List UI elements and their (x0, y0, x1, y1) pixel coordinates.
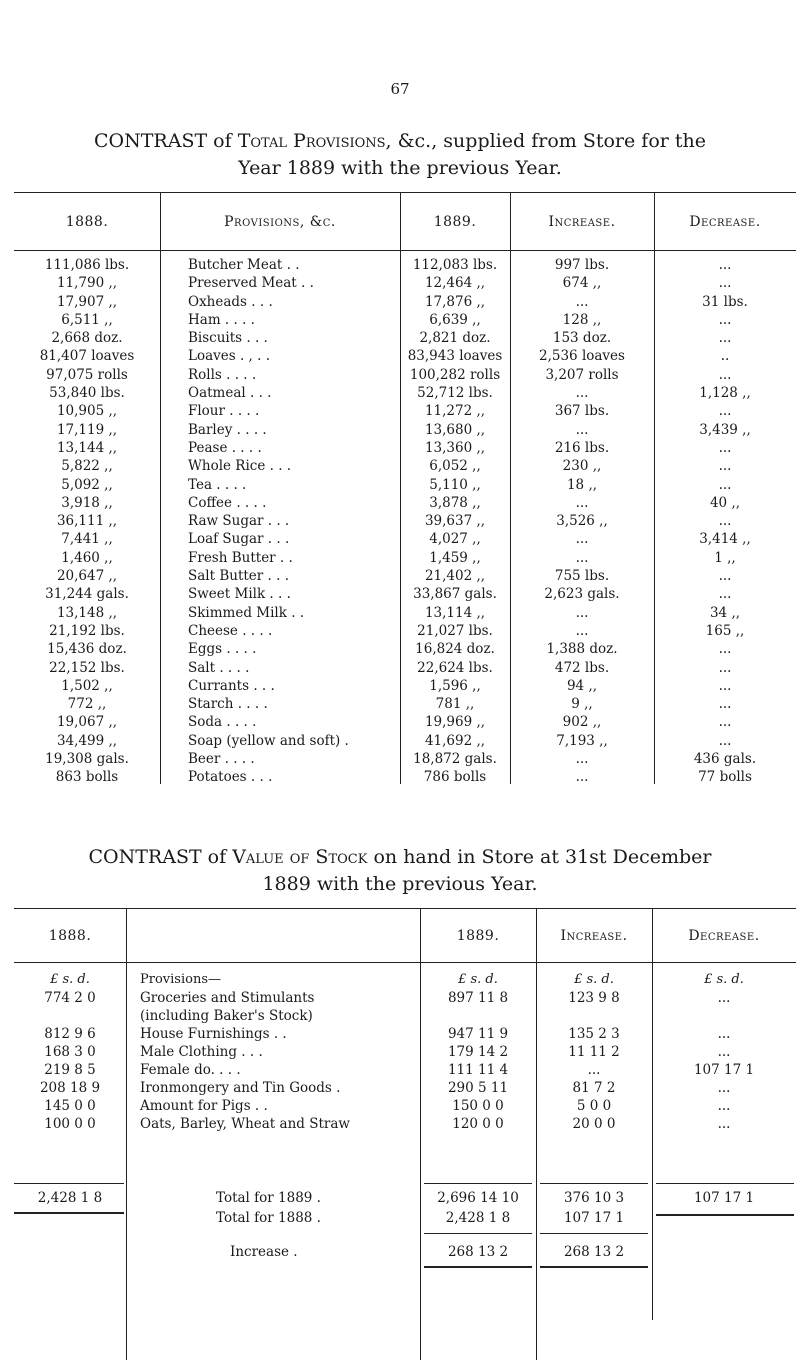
table1-cell-qty-1888: 13,144 ,, (56, 439, 118, 456)
table1-row (14, 293, 796, 311)
table1-row (14, 476, 796, 494)
table1-cell-decrease: ... (718, 275, 732, 292)
table2-cell-increase: 20 0 0 (572, 1116, 616, 1132)
table1-cell-increase: ... (575, 531, 589, 548)
table2-row (14, 1025, 796, 1043)
table1-cell-increase: ... (575, 494, 589, 511)
table1-cell-item: Skimmed Milk . . (188, 604, 305, 621)
table2-total-rule (424, 1183, 532, 1184)
table1-cell-qty-1888: 53,840 lbs. (49, 385, 125, 402)
table1-cell-increase: 7,193 ,, (556, 732, 608, 749)
table2-cell-value-1888: 168 3 0 (44, 1044, 96, 1060)
table2-cell-item: (including Baker's Stock) (140, 1008, 313, 1024)
table1-cell-item: Preserved Meat . . (188, 275, 314, 292)
table2-cell-value-1888: 774 2 0 (44, 990, 96, 1006)
table1-cell-increase: ... (575, 751, 589, 768)
table1-row (14, 567, 796, 585)
table1-cell-qty-1888: 17,119 ,, (56, 421, 118, 438)
table1-cell-increase: ... (575, 769, 589, 786)
table1-cell-decrease: 77 bolls (698, 769, 752, 786)
table1-cell-decrease: ... (718, 732, 732, 749)
table1-cell-qty-1888: 31,244 gals. (45, 586, 129, 603)
table2-double-rule (540, 1266, 648, 1268)
table1-cell-item: Salt Butter . . . (188, 568, 289, 585)
table1-cell-qty-1889: 21,402 ,, (424, 568, 486, 585)
table1-body (14, 256, 796, 787)
table1-cell-increase: ... (575, 622, 589, 639)
table1-cell-decrease: ... (718, 439, 732, 456)
table2-cell-decrease: ... (717, 1116, 731, 1132)
table1-cell-qty-1888: 21,192 lbs. (49, 622, 125, 639)
table1-cell-qty-1888: 6,511 ,, (61, 311, 113, 328)
table1-row (14, 695, 796, 713)
table2-cell-increase: 5 0 0 (576, 1098, 612, 1114)
table1-cell-item: Eggs . . . . (188, 641, 257, 658)
table1-cell-qty-1889: 19,969 ,, (424, 714, 486, 731)
currency-increase: £ s. d. (574, 972, 614, 987)
table1-cell-qty-1889: 1,596 ,, (429, 677, 481, 694)
table1-cell-decrease: ... (718, 568, 732, 585)
table1-row (14, 402, 796, 420)
table1-header-provisions: Provisions, &c. (224, 214, 336, 230)
provisions-label: Provisions— (140, 972, 221, 987)
table1-cell-item: Oxheads . . . (188, 293, 273, 310)
table1-row (14, 750, 796, 768)
table1-cell-item: Loaves . , . . (188, 348, 271, 365)
table1-row (14, 439, 796, 457)
table2-currency-row (14, 971, 796, 989)
table2-title-line2: 1889 with the previous Year. (262, 873, 538, 895)
table1-cell-qty-1889: 39,637 ,, (424, 513, 486, 530)
table1-cell-qty-1889: 3,878 ,, (429, 494, 481, 511)
table1-cell-item: Currants . . . (188, 677, 275, 694)
table1-cell-increase: 472 lbs. (554, 659, 610, 676)
table1-cell-decrease: 34 ,, (709, 604, 741, 621)
table2-cell-decrease: ... (717, 990, 731, 1006)
table1-row (14, 549, 796, 567)
table2-row (14, 1061, 796, 1079)
total-1889-increase: 376 10 3 (563, 1190, 625, 1206)
table1-cell-qty-1889: 16,824 doz. (415, 641, 495, 658)
table1-cell-item: Tea . . . . (188, 476, 247, 493)
table1-cell-increase: 755 lbs. (554, 568, 610, 585)
table1-cell-decrease: 3,439 ,, (699, 421, 751, 438)
table1-cell-item: Fresh Butter . . (188, 549, 293, 566)
table1-cell-item: Salt . . . . (188, 659, 250, 676)
table1-row (14, 677, 796, 695)
table1-cell-item: Soap (yellow and soft) . (188, 732, 349, 749)
table2-increase-rule (540, 1233, 648, 1234)
table1-cell-qty-1889: 1,459 ,, (429, 549, 481, 566)
table1-cell-qty-1889: 2,821 doz. (419, 330, 491, 347)
table1-cell-qty-1888: 2,668 doz. (51, 330, 123, 347)
table1-cell-increase: 230 ,, (562, 458, 602, 475)
table1-cell-decrease: ... (718, 458, 732, 475)
table2-cell-increase: 11 11 2 (568, 1044, 620, 1060)
table1-cell-decrease: ... (718, 659, 732, 676)
table1-cell-item: Loaf Sugar . . . (188, 531, 290, 548)
table1-cell-qty-1889: 52,712 lbs. (417, 385, 493, 402)
table1-cell-qty-1889: 18,872 gals. (413, 751, 497, 768)
table1-cell-increase: ... (575, 604, 589, 621)
table1-row (14, 329, 796, 347)
table1-cell-item: Pease . . . . (188, 439, 262, 456)
table1-cell-increase: 3,526 ,, (556, 513, 608, 530)
table2-cell-value-1888: 145 0 0 (44, 1098, 96, 1114)
table1-row (14, 421, 796, 439)
table1-header-rule (14, 250, 796, 251)
table2-cell-value-1888: 219 8 5 (44, 1062, 96, 1078)
table1-row (14, 768, 796, 786)
table2-double-rule (656, 1214, 794, 1216)
table1-cell-decrease: ... (718, 714, 732, 731)
table1-cell-item: Soda . . . . (188, 714, 257, 731)
table2-total-rule (656, 1183, 794, 1184)
table1-cell-qty-1889: 11,272 ,, (424, 403, 486, 420)
table1-cell-qty-1888: 1,460 ,, (61, 549, 113, 566)
table1-header-1889: 1889. (433, 214, 477, 230)
table1-cell-qty-1889: 41,692 ,, (424, 732, 486, 749)
table1-cell-qty-1889: 33,867 gals. (413, 586, 497, 603)
table1-cell-qty-1888: 22,152 lbs. (49, 659, 125, 676)
increase-value: 268 13 2 (447, 1244, 509, 1260)
table1-cell-qty-1888: 1,502 ,, (61, 677, 113, 694)
table1-cell-qty-1889: 5,110 ,, (429, 476, 481, 493)
table2-cell-value-1889 (420, 1007, 536, 1025)
increase-label: Increase . (230, 1244, 298, 1260)
table2-cell-value-1889: 897 11 8 (447, 990, 509, 1006)
table1-cell-increase: ... (575, 293, 589, 310)
table1-cell-qty-1889: 6,639 ,, (429, 311, 481, 328)
table1-cell-qty-1888: 111,086 lbs. (44, 257, 130, 273)
table1-cell-increase: 3,207 rolls (545, 366, 619, 383)
table1-cell-decrease: .. (720, 348, 730, 365)
table1-cell-qty-1888: 11,790 ,, (56, 275, 118, 292)
table2-row (14, 1007, 796, 1025)
table1-header-decrease: Decrease. (689, 214, 761, 230)
table1-cell-qty-1888: 97,075 rolls (46, 366, 128, 383)
table1-title-line2: Year 1889 with the previous Year. (238, 157, 562, 179)
table2-cell-value-1889: 290 5 11 (447, 1080, 509, 1096)
table1-cell-item: Oatmeal . . . (188, 385, 272, 402)
table1-cell-decrease: 3,414 ,, (699, 531, 751, 548)
table2-cell-value-1889: 179 14 2 (447, 1044, 509, 1060)
table1-cell-item: Coffee . . . . (188, 494, 267, 511)
table1-row (14, 512, 796, 530)
table2-row (14, 1115, 796, 1133)
table1-cell-qty-1888: 36,111 ,, (56, 513, 118, 530)
table1-cell-increase: 1,388 doz. (546, 641, 618, 658)
table1-cell-increase: 94 ,, (566, 677, 598, 694)
table1-cell-decrease: ... (718, 366, 732, 383)
table1-row (14, 604, 796, 622)
table1-cell-item: Barley . . . . (188, 421, 267, 438)
currency-decrease: £ s. d. (704, 972, 744, 987)
table1-row (14, 659, 796, 677)
table1-cell-item: Sweet Milk . . . (188, 586, 291, 603)
total-1889-value: 2,696 14 10 (437, 1190, 519, 1206)
table2-cell-decrease (652, 1007, 796, 1025)
table1-cell-decrease: 40 ,, (709, 494, 741, 511)
table1-row (14, 713, 796, 731)
table1-cell-qty-1888: 19,308 gals. (45, 751, 129, 768)
table1-row (14, 494, 796, 512)
table2-cell-value-1888: 208 18 9 (39, 1080, 101, 1096)
table1-row (14, 366, 796, 384)
table1-cell-decrease: ... (718, 403, 732, 420)
table1-cell-qty-1889: 13,360 ,, (424, 439, 486, 456)
table2-cell-item: Male Clothing . . . (140, 1044, 263, 1060)
table1-cell-increase: 153 doz. (552, 330, 612, 347)
table1-cell-qty-1888: 19,067 ,, (56, 714, 118, 731)
table1-cell-qty-1888: 3,918 ,, (61, 494, 113, 511)
table1-cell-decrease: ... (718, 641, 732, 658)
table1-row (14, 640, 796, 658)
table2-cell-value-1888: 812 9 6 (44, 1026, 96, 1042)
table2-cell-increase: 81 7 2 (572, 1080, 616, 1096)
table2-increase-rule (424, 1233, 532, 1234)
table1-title-line1: CONTRAST of Total Provisions, &c., supplied from Store for the (94, 130, 706, 152)
table2-cell-item: Female do. . . . (140, 1062, 241, 1078)
total-1888-row-increase: 107 17 1 (563, 1210, 625, 1226)
table1-cell-decrease: 1,128 ,, (699, 385, 751, 402)
table2-body (14, 971, 796, 1133)
table1-cell-item: Rolls . . . . (188, 366, 257, 383)
table1-cell-qty-1889: 13,680 ,, (424, 421, 486, 438)
table2-row (14, 1043, 796, 1061)
table1-cell-item: Biscuits . . . (188, 330, 268, 347)
table1-cell-qty-1888: 863 bolls (55, 769, 119, 786)
total-1888-label: Total for 1888 . (216, 1210, 321, 1226)
table2-cell-item: Oats, Barley, Wheat and Straw (140, 1116, 350, 1132)
table1-cell-increase: 674 ,, (562, 275, 602, 292)
table1-row (14, 311, 796, 329)
table2-header-increase: Increase. (560, 928, 628, 944)
table1-cell-qty-1888: 20,647 ,, (56, 568, 118, 585)
table2-top-rule (14, 908, 796, 909)
table2-cell-decrease: ... (717, 1098, 731, 1114)
table2-cell-decrease: ... (717, 1026, 731, 1042)
table1-cell-increase: 367 lbs. (554, 403, 610, 420)
table1-cell-qty-1889: 781 ,, (435, 696, 475, 713)
table1-cell-decrease: ... (718, 330, 732, 347)
table1-cell-qty-1888: 10,905 ,, (56, 403, 118, 420)
currency-1888: £ s. d. (50, 972, 90, 987)
table1-cell-qty-1888: 772 ,, (67, 696, 107, 713)
total-1889-label: Total for 1889 . (216, 1190, 321, 1206)
total-1888-row-value: 2,428 1 8 (445, 1210, 511, 1226)
table1-cell-qty-1889: 112,083 lbs. (412, 257, 498, 273)
table1-cell-increase: 9 ,, (571, 696, 593, 713)
table2-title-line1: CONTRAST of Value of Stock on hand in Store at 31st December (88, 846, 712, 868)
table1-cell-qty-1889: 22,624 lbs. (417, 659, 493, 676)
table1-cell-item: Cheese . . . . (188, 622, 273, 639)
table1-cell-decrease: ... (718, 677, 732, 694)
table1-cell-qty-1888: 34,499 ,, (56, 732, 118, 749)
table1-cell-item: Starch . . . . (188, 696, 268, 713)
table2-cell-value-1889: 111 11 4 (447, 1062, 509, 1078)
table2-double-rule (14, 1212, 124, 1214)
table1-cell-item: Raw Sugar . . . (188, 513, 290, 530)
table1-cell-qty-1889: 6,052 ,, (429, 458, 481, 475)
table1-cell-decrease: 165 ,, (705, 622, 745, 639)
table1-cell-qty-1889: 786 bolls (423, 769, 487, 786)
table1-cell-increase: 2,536 loaves (539, 348, 625, 365)
table2-cell-increase: ... (587, 1062, 601, 1078)
table1-cell-increase: 2,623 gals. (544, 586, 620, 603)
table1-cell-qty-1889: 13,114 ,, (424, 604, 486, 621)
table2-total-rule (14, 1183, 124, 1184)
table1-row (14, 347, 796, 365)
table1-row (14, 457, 796, 475)
table1-row (14, 585, 796, 603)
table2-cell-item: Amount for Pigs . . (140, 1098, 268, 1114)
table1-cell-increase: ... (575, 549, 589, 566)
table1-cell-qty-1888: 5,822 ,, (61, 458, 113, 475)
table1-row (14, 274, 796, 292)
table1-cell-increase: 18 ,, (566, 476, 598, 493)
total-1889-decrease: 107 17 1 (693, 1190, 755, 1206)
table2-cell-increase: 123 9 8 (568, 990, 620, 1006)
table2-cell-value-1888: 100 0 0 (44, 1116, 96, 1132)
table2-total-rule (540, 1183, 648, 1184)
table1-top-rule (14, 192, 796, 193)
table2-cell-value-1888 (14, 1007, 126, 1025)
table1-cell-qty-1889: 21,027 lbs. (417, 622, 493, 639)
table1-cell-increase: 902 ,, (562, 714, 602, 731)
table1-cell-decrease: ... (718, 257, 732, 273)
table1-cell-decrease: ... (718, 476, 732, 493)
table1-row (14, 732, 796, 750)
table1-cell-decrease: ... (718, 513, 732, 530)
table1-cell-qty-1889: 17,876 ,, (424, 293, 486, 310)
table1-cell-qty-1889: 4,027 ,, (429, 531, 481, 548)
table1-cell-item: Whole Rice . . . (188, 458, 292, 475)
table1-cell-qty-1888: 5,092 ,, (61, 476, 113, 493)
table2-header-1888: 1888. (48, 928, 92, 944)
table2-header-rule (14, 962, 796, 963)
table1-header-increase: Increase. (548, 214, 616, 230)
increase-value-2: 268 13 2 (563, 1244, 625, 1260)
table1-cell-qty-1888: 81,407 loaves (39, 348, 135, 365)
table1-cell-decrease: 436 gals. (693, 751, 757, 768)
table1-cell-increase: 128 ,, (562, 311, 602, 328)
table1-cell-increase: ... (575, 385, 589, 402)
table2-row (14, 1079, 796, 1097)
table1-row (14, 384, 796, 402)
table2-cell-decrease: 107 17 1 (693, 1062, 755, 1078)
table2-header-1889: 1889. (456, 928, 500, 944)
table1-cell-increase: 216 lbs. (554, 439, 610, 456)
page-number: 67 (390, 80, 410, 98)
table1-cell-item: Butcher Meat . . (188, 257, 300, 273)
table1-cell-qty-1889: 12,464 ,, (424, 275, 486, 292)
table1-cell-qty-1888: 7,441 ,, (61, 531, 113, 548)
table2-cell-value-1889: 947 11 9 (447, 1026, 509, 1042)
table1-cell-item: Flour . . . . (188, 403, 260, 420)
table1-cell-qty-1888: 13,148 ,, (56, 604, 118, 621)
table2-cell-item: Groceries and Stimulants (140, 990, 315, 1006)
total-1888-value: 2,428 1 8 (37, 1190, 103, 1206)
table1-cell-qty-1889: 100,282 rolls (409, 366, 501, 383)
table1-cell-decrease: 31 lbs. (702, 293, 748, 310)
table2-cell-item: Ironmongery and Tin Goods . (140, 1080, 341, 1096)
table2-cell-value-1889: 120 0 0 (452, 1116, 504, 1132)
table2-cell-decrease: ... (717, 1044, 731, 1060)
currency-1889: £ s. d. (458, 972, 498, 987)
table1-cell-qty-1889: 83,943 loaves (407, 348, 503, 365)
table1-row (14, 530, 796, 548)
table1-cell-qty-1888: 17,907 ,, (56, 293, 118, 310)
table1-cell-decrease: ... (718, 311, 732, 328)
table1-row (14, 256, 796, 274)
table2-header-decrease: Decrease. (688, 928, 760, 944)
table2-cell-increase (536, 1007, 652, 1025)
table1-cell-decrease: ... (718, 586, 732, 603)
table1-cell-increase: ... (575, 421, 589, 438)
table1-cell-decrease: 1 ,, (714, 549, 736, 566)
table2-cell-decrease: ... (717, 1080, 731, 1096)
table1-header-1888: 1888. (65, 214, 109, 230)
table2-row (14, 989, 796, 1007)
table1-cell-qty-1888: 15,436 doz. (47, 641, 127, 658)
table1-row (14, 622, 796, 640)
table1-cell-item: Ham . . . . (188, 311, 255, 328)
table2-double-rule (424, 1266, 532, 1268)
table1-cell-item: Beer . . . . (188, 751, 255, 768)
table2-cell-value-1889: 150 0 0 (452, 1098, 504, 1114)
table2-cell-item: House Furnishings . . (140, 1026, 287, 1042)
table2-cell-increase: 135 2 3 (568, 1026, 620, 1042)
table2-row (14, 1097, 796, 1115)
table1-cell-increase: 997 lbs. (554, 257, 610, 273)
table1-cell-item: Potatoes . . . (188, 769, 273, 786)
table1-cell-decrease: ... (718, 696, 732, 713)
